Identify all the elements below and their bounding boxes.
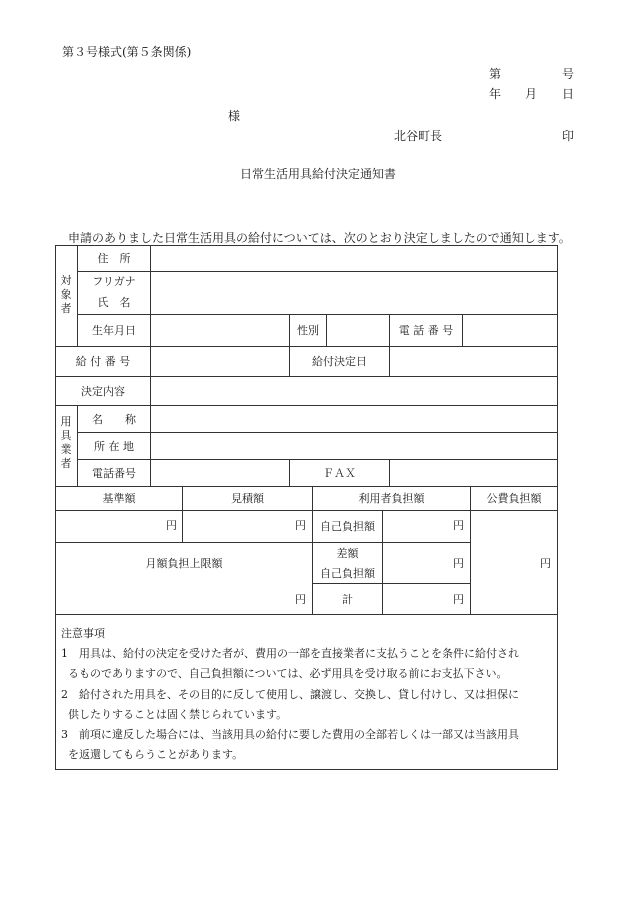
public-burden-yen: 円 [540, 557, 551, 570]
intro-text: 申請のありました日常生活用具の給付については、次のとおり決定しましたので通知します。 [68, 231, 571, 245]
address-label: 住 所 [97, 252, 131, 265]
note-1-number: 1 [61, 647, 68, 660]
subject-group-label: 対象者 [60, 274, 72, 315]
monthly-limit-yen: 円 [295, 593, 306, 606]
total-yen: 円 [453, 593, 464, 606]
seal-mark: 印 [562, 129, 575, 143]
issuer: 北谷町長 [394, 129, 443, 143]
grant-decision-date-label: 給付決定日 [312, 355, 367, 368]
note-2-line-2: 供したりすることは固く禁じられています。 [68, 708, 288, 721]
gender-label: 性別 [297, 324, 319, 337]
doc-no-prefix: 第 [489, 67, 502, 81]
monthly-limit-label: 月額負担上限額 [145, 556, 223, 570]
doc-no-suffix: 号 [562, 67, 575, 81]
decision-content-label: 決定内容 [81, 384, 125, 398]
date-day: 日 [562, 87, 575, 101]
user-burden-header: 利用者負担額 [358, 492, 425, 505]
note-3-line-2: を返還してもらうことがあります。 [68, 748, 244, 761]
note-1-line-1: 用具は、給付の決定を受けた者が、費用の一部を直接業者に支払うことを条件に給付され [79, 647, 519, 660]
fax-label: ＦＡＸ [323, 466, 356, 480]
difference-label: 差額 [336, 546, 359, 560]
grant-number-label: 給 付 番 号 [75, 355, 131, 368]
vendor-phone-label: 電話番号 [92, 466, 136, 480]
note-3-number: 3 [61, 728, 68, 741]
furigana-label: フリガナ [92, 275, 136, 288]
standard-amount-header: 基準額 [102, 492, 136, 505]
public-burden-header: 公費負担額 [486, 492, 542, 505]
difference-self-burden-label: 自己負担額 [320, 566, 375, 580]
notes-heading: 注意事項 [61, 627, 105, 640]
self-burden-yen: 円 [453, 519, 464, 532]
name-label: 氏 名 [97, 295, 131, 309]
date-year: 年 [489, 87, 502, 101]
self-burden-label: 自己負担額 [320, 520, 375, 533]
estimate-amount-header: 見積額 [231, 492, 264, 505]
phone-number-label: 電 話 番 号 [398, 324, 454, 337]
note-1-line-2: るものでありますので、自己負担額については、必ず用具を受け取る前にお支払下さい。 [68, 667, 508, 680]
note-2-line-1: 給付された用具を、その目的に反して使用し、譲渡し、交換し、貸し付けし、又は担保に [79, 688, 519, 701]
form-number: 第３号様式(第５条関係) [62, 45, 192, 59]
total-label: 計 [342, 592, 353, 606]
note-2-number: 2 [61, 688, 68, 701]
vendor-group-label: 用具業者 [60, 415, 72, 470]
date-month: 月 [525, 87, 538, 101]
difference-yen: 円 [453, 557, 464, 570]
document-title: 日常生活用具給付決定通知書 [240, 167, 397, 181]
estimate-amount-yen: 円 [295, 519, 306, 532]
standard-amount-yen: 円 [166, 519, 177, 532]
note-3-line-1: 前項に違反した場合には、当該用具の給付に要した費用の全部若しくは一部又は当該用具 [79, 728, 519, 741]
birthdate-label: 生年月日 [92, 324, 136, 337]
vendor-name-label: 名 称 [92, 412, 136, 426]
vendor-location-label: 所 在 地 [94, 439, 134, 453]
addressee-suffix: 様 [228, 109, 241, 123]
